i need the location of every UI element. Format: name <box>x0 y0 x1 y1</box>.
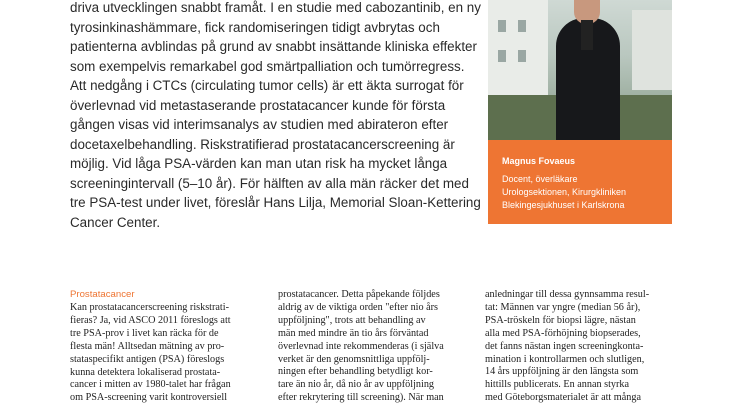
column-line: män med mindre än tio års förväntad <box>278 327 429 339</box>
author-name: Magnus Fovaeus <box>502 156 576 166</box>
lead-line: som exempelvis remarkabel god smärtpalliation och tumörregress. <box>70 58 465 74</box>
lead-line: tyrosinkinashämmare, fick randomiseringen tidigt avbrytas och <box>70 19 440 35</box>
column-line: det fanns nästan ingen screeningkonta- <box>485 340 644 352</box>
author-department: Urologsektionen, Kirurgkliniken <box>502 187 627 197</box>
column-line: om PSA-screening varit kontroversiell <box>70 392 228 404</box>
author-title: Docent, överläkare <box>502 174 578 184</box>
column-line: uppföljning", trots att behandling av <box>278 314 426 326</box>
column-line: cancer i mitten av 1980-talet har frågan <box>70 379 231 391</box>
text-column-2 <box>278 289 444 405</box>
column-line: flesta män! Alltsedan mätning av pro- <box>70 340 225 352</box>
lead-line: docetaxelbehandling. Riskstratifierad prostatacancerscreening är <box>70 136 455 152</box>
lead-line: patienterna avblindas på grund av snabbt insättande kliniska effekter <box>70 39 477 54</box>
column-line: anledningar till dessa gynnsamma resul- <box>485 289 650 300</box>
column-line: tare än nio år, då nio år av uppföljning <box>278 379 435 391</box>
column-line: Kan prostatacancerscreening riskstrati- <box>70 302 229 313</box>
author-photo <box>488 0 672 140</box>
lead-line: Cancer Center. <box>70 214 161 230</box>
column-line: med Göteborgsmaterialet är att många <box>485 392 641 404</box>
column-line: hittills publicerats. En annan styrka <box>485 379 630 391</box>
lead-line: tre PSA-test under livet, föreslår Hans Lilja, Memorial Sloan-Kettering <box>70 195 481 210</box>
lead-line: överlevnad vid metastaserande prostatacancer kunde för första <box>70 97 446 113</box>
text-column-3 <box>485 289 649 405</box>
column-line: ningen efter behandling betydligt kor- <box>278 366 433 378</box>
lead-paragraph <box>70 0 480 232</box>
lead-line: screeningintervall (5–10 år). För hälften av alla män räcker det med <box>70 175 469 191</box>
column-line: PSA-tröskeln för biopsi lägre, nästan <box>485 314 636 326</box>
column-line: mination i kontrollarmen och slutligen, <box>485 353 645 365</box>
column-line: alla med PSA-förhöjning biopserades, <box>485 327 641 339</box>
column-line: stataspecifikt antigen (PSA) föreslogs <box>70 353 225 365</box>
column-line: efter rekrytering till screening). När man <box>278 392 444 404</box>
column-line: aldrig av de viktiga orden "efter nio års <box>278 301 439 313</box>
text-column-1 <box>70 302 231 405</box>
lead-line: Att nedgång i CTCs (circulating tumor cells) är ett äkta surrogat för <box>70 78 464 93</box>
column-line: 14 års uppföljning är den längsta som <box>485 366 639 378</box>
column-line: tat: Männen var yngre (median 56 år), <box>485 301 641 313</box>
lead-line: driva utvecklingen snabbt framåt. I en studie med cabozantinib, en ny <box>70 0 481 15</box>
lead-line: möjlig. Vid låga PSA-värden kan man utan risk ha mycket långa <box>70 156 448 171</box>
column-line: prostatacancer. Detta påpekande följdes <box>278 289 440 300</box>
column-line: överlevnad inte rekommenderas (i själva <box>278 340 444 352</box>
column-line: tre PSA-prov i livet kan räcka för de <box>70 327 219 339</box>
column-line: kunna detektera lokaliserad prostata- <box>70 366 221 378</box>
lead-line: gången visas vid interimsanalys av studien med abirateron efter <box>70 117 449 132</box>
author-hospital: Blekingesjukhuset i Karlskrona <box>502 200 625 210</box>
column-line: fieras? Ja, vid ASCO 2011 föreslogs att <box>70 314 231 326</box>
author-caption <box>488 140 672 224</box>
column-line: verket är den genomsnittliga uppfölj- <box>278 353 430 365</box>
section-title: Prostatacancer <box>70 289 135 300</box>
